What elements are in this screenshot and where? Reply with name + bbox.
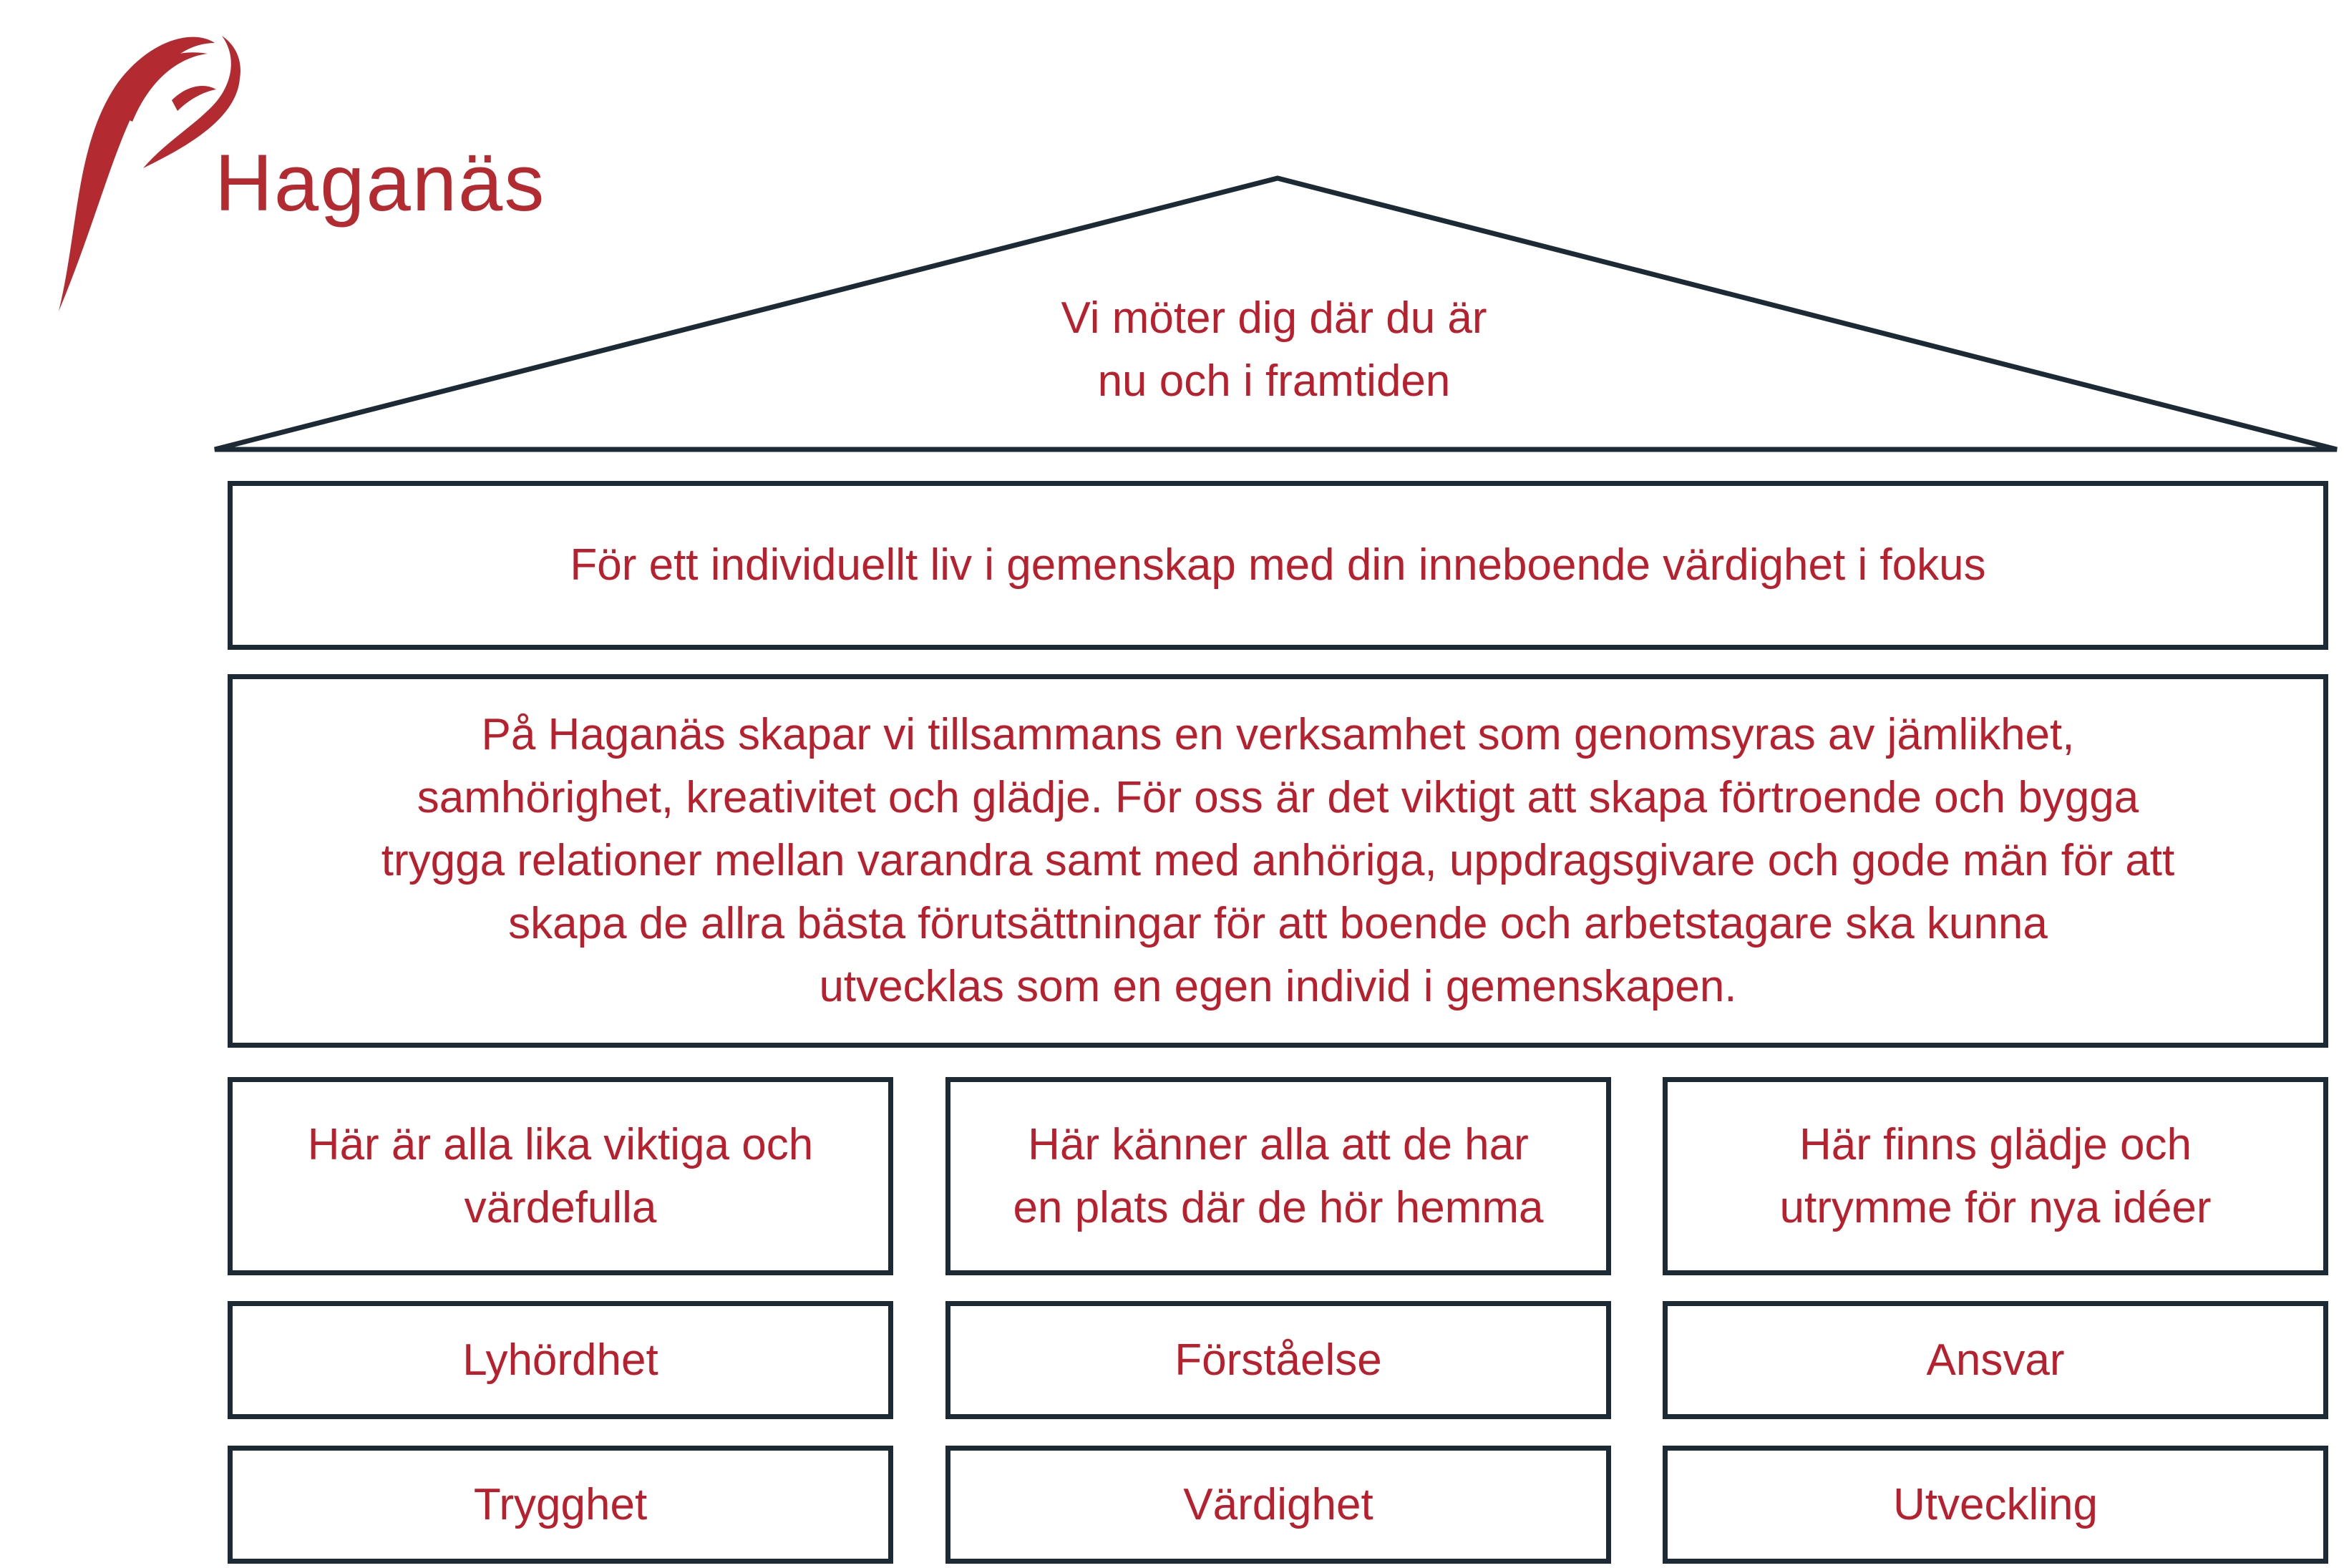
value-box-forstaelse	[945, 1301, 1611, 1419]
mission-line: trygga relationer mellan varandra samt med anhöriga, uppdragsgivare och gode män för att	[381, 836, 2175, 885]
value-label: Utveckling	[1893, 1479, 2098, 1529]
value-label: Förståelse	[1175, 1335, 1382, 1385]
mission-box	[228, 674, 2328, 1048]
value-box-utveckling	[1663, 1446, 2328, 1564]
promise-line: en plats där de hör hemma	[1013, 1182, 1544, 1232]
promise-line: Här känner alla att de har	[1028, 1119, 1529, 1169]
promise-line: värdefulla	[464, 1182, 657, 1232]
value-label: Trygghet	[473, 1479, 648, 1529]
vision-text: För ett individuellt liv i gemenskap med din inneboende värdighet i fokus	[570, 540, 1986, 590]
roof-text-line-2: nu och i framtiden	[1097, 356, 1451, 406]
roof-text-line-1: Vi möter dig där du är	[1061, 293, 1487, 343]
mission-line: samhörighet, kreativitet och glädje. För oss är det viktigt att skapa förtroende och bygga	[417, 773, 2139, 822]
mission-text	[381, 703, 2175, 1018]
value-box-trygghet	[228, 1446, 893, 1564]
mission-line: skapa de allra bästa förutsättningar för att boende och arbetstagare ska kunna	[508, 899, 2048, 948]
vision-box	[228, 481, 2328, 650]
promise-box-3	[1663, 1077, 2328, 1275]
logo-wordmark: Haganäs	[215, 138, 546, 228]
promise-line: Här är alla lika viktiga och	[307, 1119, 814, 1169]
promise-line: Här finns glädje och	[1799, 1119, 2192, 1169]
value-box-ansvar	[1663, 1301, 2328, 1419]
value-box-lyhordhet	[228, 1301, 893, 1419]
promise-line: utrymme för nya idéer	[1779, 1182, 2212, 1232]
value-label: Lyhördhet	[462, 1335, 658, 1385]
promise-box-2	[945, 1077, 1611, 1275]
value-label: Ansvar	[1926, 1335, 2065, 1385]
value-label: Värdighet	[1183, 1479, 1373, 1529]
promise-box-1	[228, 1077, 893, 1275]
mission-line: På Haganäs skapar vi tillsammans en verksamhet som genomsyras av jämlikhet,	[481, 710, 2075, 759]
value-box-vardighet	[945, 1446, 1611, 1564]
mission-line: utvecklas som en egen individ i gemenskapen.	[819, 962, 1737, 1011]
